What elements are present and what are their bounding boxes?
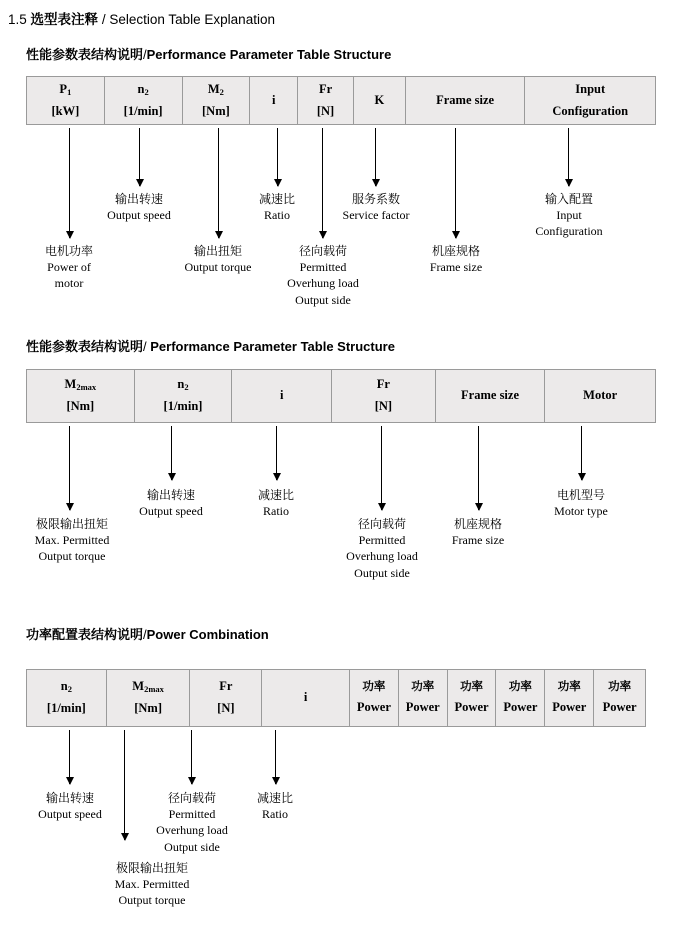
col-label: Fr: [219, 679, 233, 694]
annotation-cn: 径向载荷: [357, 517, 406, 531]
annotation-en-2: Overhung load: [346, 549, 418, 564]
col-sub: 2: [67, 684, 72, 695]
col-label: n: [177, 377, 185, 392]
column-header-fr: [298, 77, 354, 124]
arrow-down-icon: [191, 730, 192, 784]
annotation-cn: 减速比: [258, 192, 295, 206]
arrow-down-icon: [568, 128, 569, 186]
annotation-max-permitted-output-torque: [94, 860, 210, 909]
column-header-fr: [332, 370, 436, 422]
annotation-max-permitted-output-torque: [14, 516, 130, 565]
annotation-power-of-motor: [19, 243, 119, 292]
annotation-cn: 服务系数: [351, 192, 400, 206]
col-sub: 2: [184, 382, 189, 393]
annotation-en-1: Output speed: [107, 208, 171, 223]
col-label: i: [303, 690, 308, 705]
annotation-en-3: Output side: [354, 565, 410, 580]
annotation-en-1: Input: [556, 208, 582, 223]
annotation-en-1: Permitted: [168, 807, 216, 822]
annotation-en-1: Service factor: [342, 208, 410, 223]
col-label: K: [374, 92, 385, 107]
col-sub: 2: [219, 86, 224, 97]
col-unit: Power: [356, 700, 391, 715]
col-label: Frame size: [436, 92, 495, 107]
section-3-table-header: [26, 669, 646, 727]
col-unit: [N]: [316, 103, 335, 118]
arrow-down-icon: [69, 730, 70, 784]
annotation-cn: 减速比: [256, 791, 293, 805]
section-2-heading-cn: 性能参数表结构说明: [26, 339, 144, 354]
arrow-down-icon: [455, 128, 456, 238]
annotation-en-2: Overhung load: [287, 276, 359, 291]
annotation-cn: 输出转速: [114, 192, 163, 206]
annotation-output-speed: [20, 790, 120, 822]
section-3-heading-sep: /: [143, 627, 147, 642]
annotation-overhung-load: [263, 243, 383, 308]
col-unit: [Nm]: [202, 103, 230, 118]
column-header-power-2: [399, 670, 448, 726]
annotation-en-2: Output torque: [38, 549, 106, 564]
section-1-table-header: [26, 76, 656, 125]
column-header-motor: [545, 370, 655, 422]
col-label: Frame size: [461, 388, 519, 403]
arrow-down-icon: [69, 426, 70, 510]
col-label: Fr: [376, 377, 390, 392]
column-header-k: [354, 77, 406, 124]
column-header-i: [262, 670, 350, 726]
annotation-cn: 输出转速: [146, 488, 195, 502]
col-label: P: [59, 81, 68, 96]
annotation-en-1: Ratio: [264, 208, 290, 223]
column-header-n2: [27, 670, 107, 726]
section-title-en: Selection Table Explanation: [109, 12, 275, 27]
annotation-en-1: Output torque: [184, 260, 252, 275]
arrow-down-icon: [139, 128, 140, 186]
section-3-heading-cn: 功率配置表结构说明: [26, 627, 144, 642]
column-header-power-5: [545, 670, 594, 726]
col-sub: 2max: [144, 684, 164, 695]
column-header-input-configuration: [525, 77, 655, 124]
section-1-heading-sep: /: [143, 47, 147, 62]
section-number: 1.5: [8, 12, 27, 27]
annotation-frame-size: [404, 243, 508, 275]
section-3-heading: [26, 624, 269, 643]
section-3-heading-en: Power Combination: [146, 627, 269, 642]
annotation-en-1: Max. Permitted: [34, 533, 110, 548]
annotation-cn: 电机型号: [556, 488, 605, 502]
column-header-p1: [27, 77, 105, 124]
column-header-n2: [105, 77, 183, 124]
annotation-ratio: [231, 487, 321, 519]
annotation-cn: 输入配置: [544, 192, 593, 206]
col-unit: [1/min]: [123, 103, 163, 118]
col-sub: 2max: [76, 382, 97, 393]
page-title: [8, 8, 275, 28]
annotation-cn: 机座规格: [431, 244, 480, 258]
arrow-down-icon: [277, 128, 278, 186]
annotation-en-1: Output speed: [38, 807, 102, 822]
section-2-heading: [26, 336, 395, 355]
column-header-i: [232, 370, 332, 422]
column-header-m2max: [27, 370, 135, 422]
annotation-cn: 极限输出扭矩: [115, 861, 188, 875]
annotation-cn: 径向载荷: [298, 244, 347, 258]
arrow-down-icon: [381, 426, 382, 510]
col-sub: 2: [144, 86, 149, 97]
col-label: 功率: [362, 681, 386, 693]
col-sub: 1: [67, 86, 72, 97]
annotation-cn: 减速比: [257, 488, 294, 502]
column-header-power-3: [448, 670, 497, 726]
col-label: 功率: [608, 681, 632, 693]
annotation-output-speed: [89, 191, 189, 223]
col-label: Fr: [318, 81, 333, 96]
section-title-sep: /: [101, 12, 106, 27]
annotation-en-1: Frame size: [429, 260, 483, 275]
col-unit: [Nm]: [134, 701, 162, 715]
section-1-heading: [26, 44, 391, 63]
col-label: M: [132, 679, 145, 694]
annotation-en-1: Motor type: [554, 504, 608, 519]
annotation-en-3: Output side: [295, 292, 351, 307]
annotation-cn: 输出扭矩: [193, 244, 242, 258]
col-label: n: [137, 81, 145, 96]
annotation-cn: 径向载荷: [167, 791, 216, 805]
section-2-table-header: [26, 369, 656, 423]
section-1-heading-en: Performance Parameter Table Structure: [146, 47, 392, 62]
col-unit: Power: [405, 700, 440, 715]
section-2-heading-en: Performance Parameter Table Structure: [150, 339, 395, 354]
annotation-en-1: Permitted: [299, 260, 347, 275]
annotation-output-torque: [163, 243, 273, 275]
col-unit: Power: [552, 700, 587, 715]
annotation-en-1: Power of: [47, 260, 91, 275]
col-unit: [N]: [374, 399, 393, 413]
col-unit: [1/min]: [46, 701, 86, 715]
annotation-en-2: Overhung load: [156, 823, 228, 838]
annotation-en-2: Configuration: [535, 224, 603, 239]
annotation-overhung-load: [322, 516, 442, 581]
col-label: Input: [575, 81, 606, 96]
column-header-n2: [135, 370, 233, 422]
col-unit: [Nm]: [66, 399, 95, 413]
annotation-ratio: [230, 790, 320, 822]
col-label: 功率: [508, 681, 532, 693]
col-label: M: [64, 377, 77, 392]
column-header-power-1: [350, 670, 399, 726]
section-1-heading-cn: 性能参数表结构说明: [26, 47, 144, 62]
annotation-en-2: motor: [54, 276, 84, 291]
arrow-down-icon: [478, 426, 479, 510]
annotation-output-speed: [121, 487, 221, 519]
arrow-down-icon: [69, 128, 70, 238]
annotation-ratio: [232, 191, 322, 223]
column-header-power-4: [496, 670, 545, 726]
annotation-input-configuration: [514, 191, 624, 240]
annotation-en-1: Ratio: [263, 504, 289, 519]
column-header-m2: [183, 77, 251, 124]
column-header-frame-size: [436, 370, 546, 422]
col-unit: Power: [503, 700, 538, 715]
col-label: 功率: [460, 681, 484, 693]
annotation-cn: 极限输出扭矩: [35, 517, 108, 531]
col-unit: [kW]: [51, 103, 80, 118]
arrow-down-icon: [275, 730, 276, 784]
col-label: i: [279, 388, 284, 403]
col-label: n: [60, 679, 68, 694]
col-label: i: [271, 92, 276, 107]
annotation-cn: 电机功率: [44, 244, 93, 258]
column-header-m2max: [107, 670, 191, 726]
col-label: M: [207, 81, 220, 96]
column-header-power-6: [594, 670, 645, 726]
annotation-cn: 机座规格: [453, 517, 502, 531]
section-title-cn: 选型表注释: [30, 12, 99, 27]
annotation-en-1: Max. Permitted: [114, 877, 190, 892]
column-header-i: [250, 77, 298, 124]
col-label: 功率: [411, 681, 435, 693]
arrow-down-icon: [218, 128, 219, 238]
annotation-frame-size: [426, 516, 530, 548]
arrow-down-icon: [276, 426, 277, 480]
annotation-en-1: Output speed: [139, 504, 203, 519]
col-unit: [N]: [217, 701, 235, 715]
arrow-down-icon: [124, 730, 125, 840]
annotation-cn: 输出转速: [45, 791, 94, 805]
section-2-heading-sep: /: [143, 339, 147, 354]
annotation-service-factor: [315, 191, 437, 223]
col-unit: [1/min]: [163, 399, 203, 413]
col-unit: Power: [602, 700, 637, 715]
col-label: Motor: [583, 388, 618, 403]
arrow-down-icon: [581, 426, 582, 480]
column-header-fr: [190, 670, 262, 726]
col-unit: Configuration: [552, 103, 629, 118]
arrow-down-icon: [171, 426, 172, 480]
annotation-en-3: Output side: [164, 839, 220, 854]
col-unit: Power: [454, 700, 489, 715]
annotation-en-1: Frame size: [451, 533, 505, 548]
annotation-motor-type: [531, 487, 631, 519]
annotation-en-1: Ratio: [262, 807, 288, 822]
annotation-en-1: Permitted: [358, 533, 406, 548]
column-header-frame-size: [406, 77, 526, 124]
col-label: 功率: [557, 681, 581, 693]
annotation-en-2: Output torque: [118, 893, 186, 908]
arrow-down-icon: [375, 128, 376, 186]
